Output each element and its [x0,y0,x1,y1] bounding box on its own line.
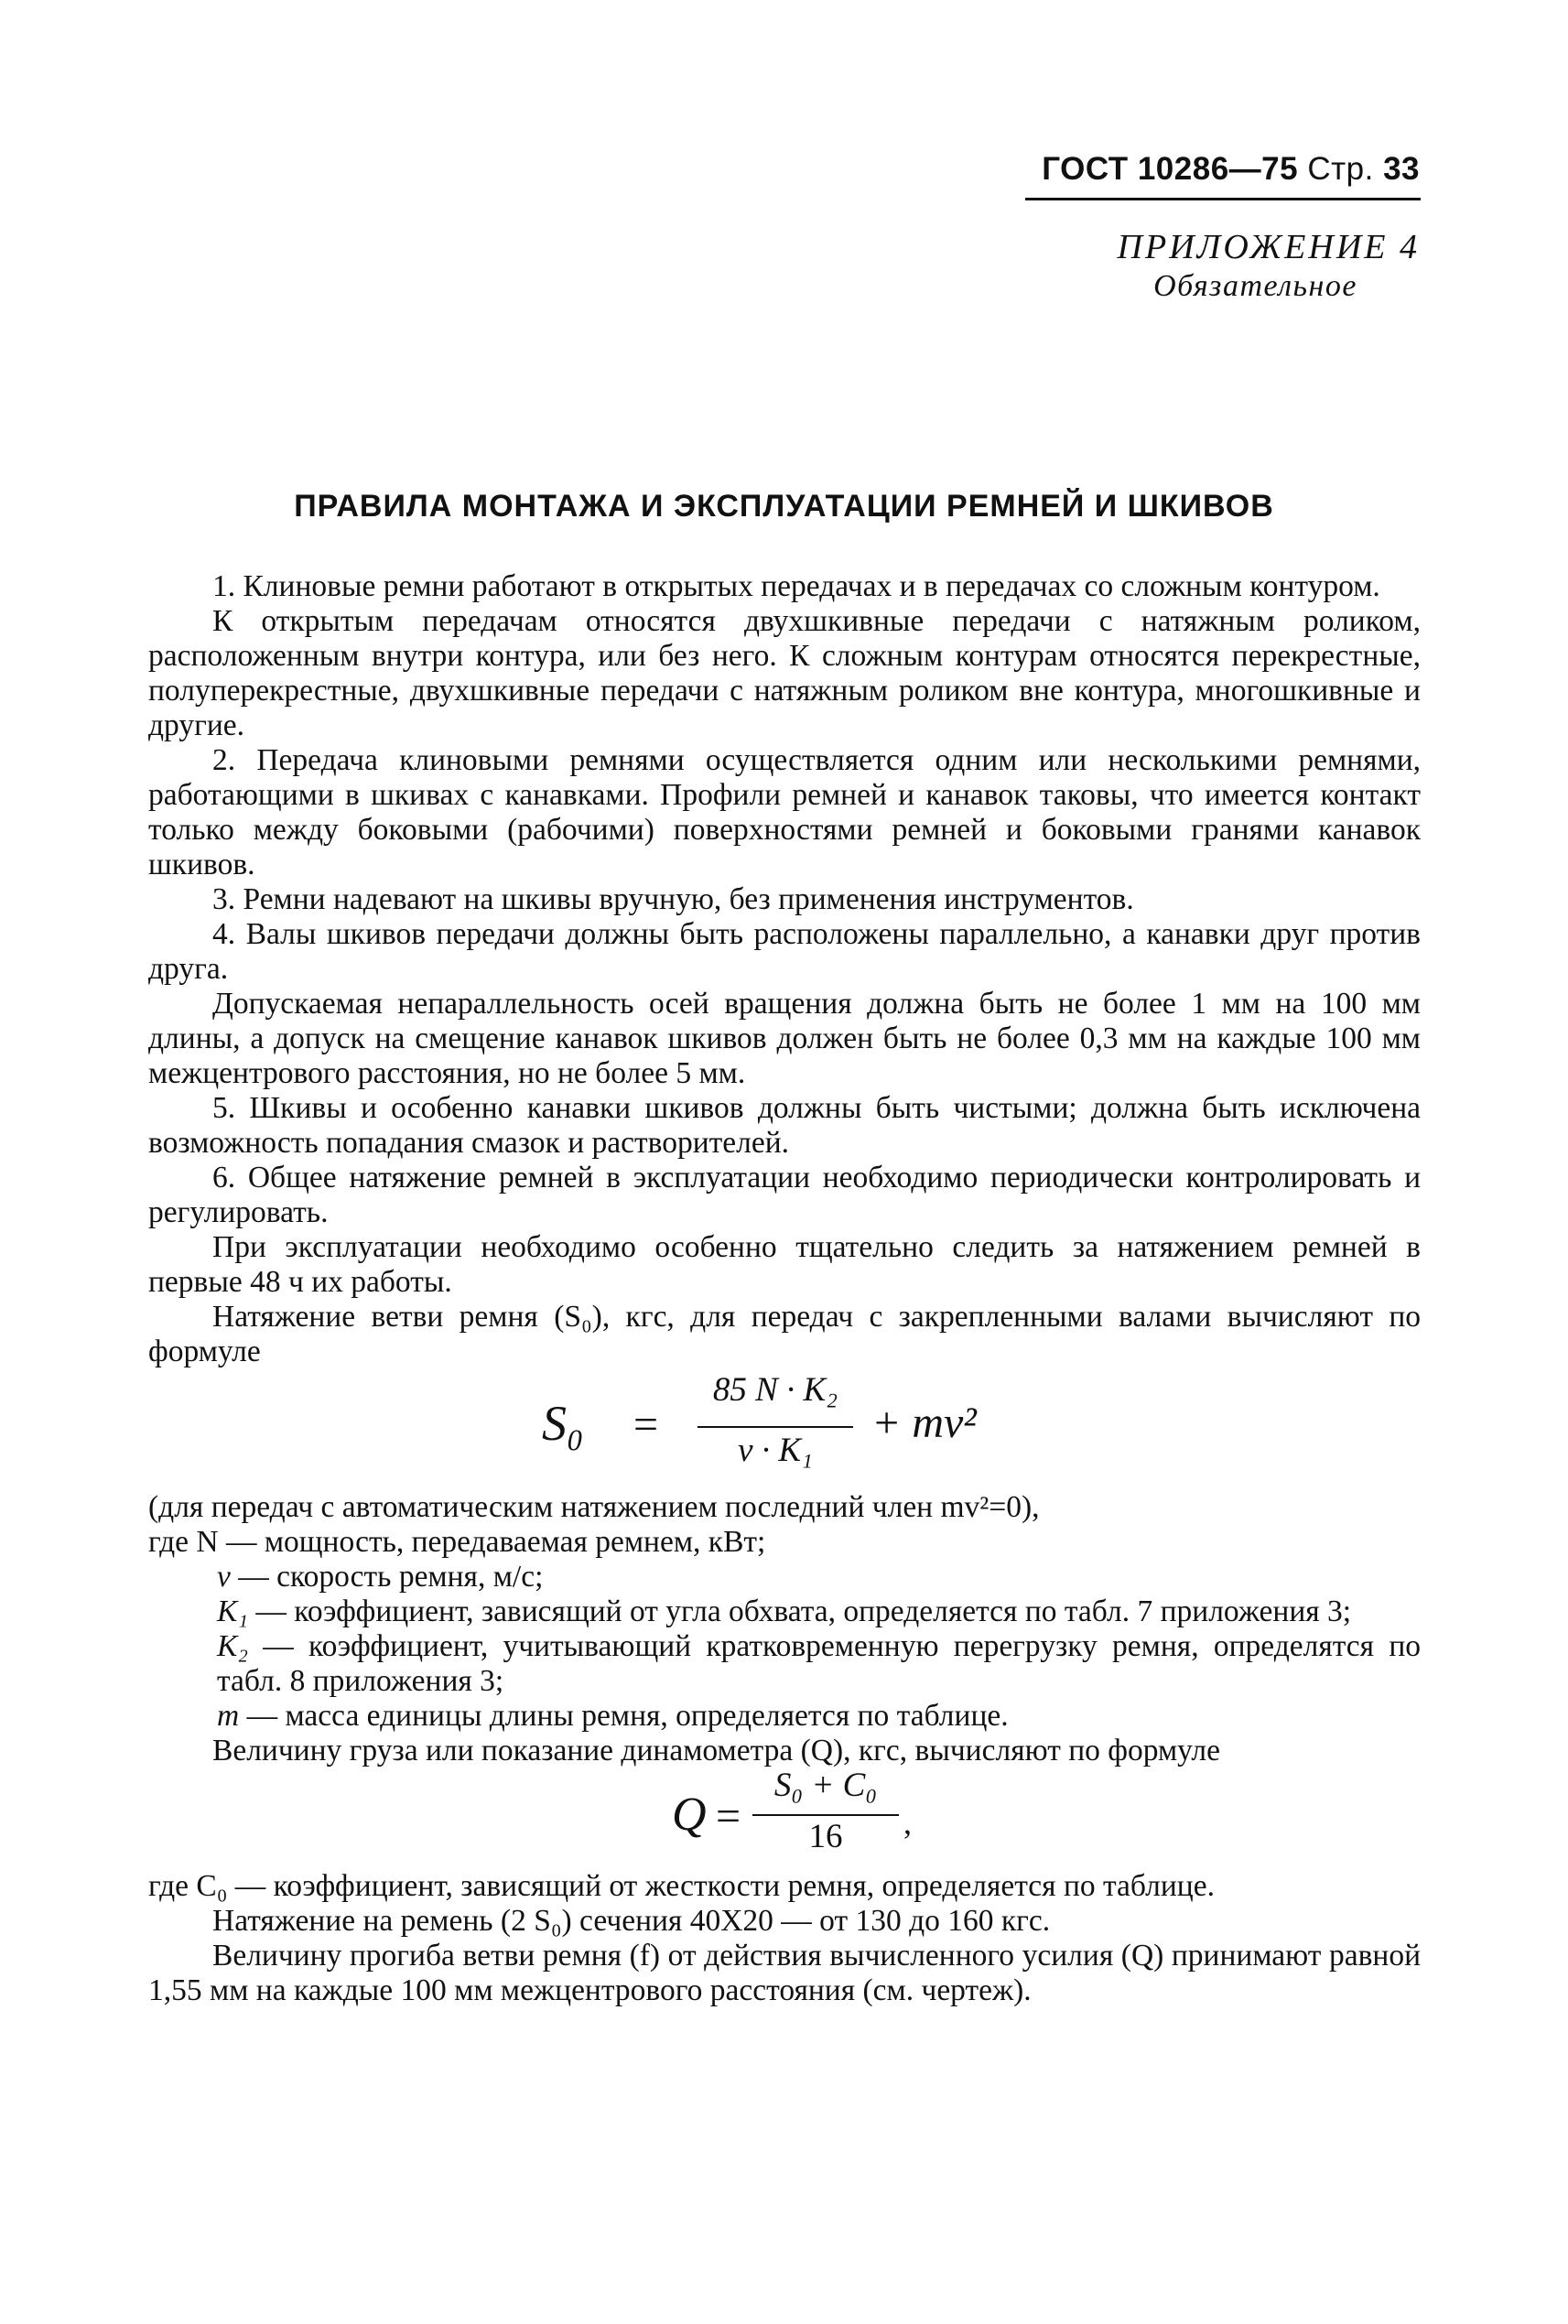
paragraph: 4. Валы шкивов передачи должны быть расположены параллельно, а канавки друг против друга. [148,917,1421,986]
formula-numerator: 85 N · K₂ [712,1371,838,1409]
body-text [148,569,1421,2008]
formula-comma: , [903,1804,912,1841]
paragraph: 5. Шкивы и особенно канавки шкивов должны быть чистыми; должна быть исключена возможность попадания смазок и растворителей. [148,1091,1421,1160]
paragraph: 2. Передача клиновыми ремнями осуществляется одним или несколькими ремнями, работающими в шкивах с канавками. Профили ремней и канавок таковы, что имеется контакт только между боковыми (рабочими) поверхностями ремней и боковыми гранями канавок шкивов. [148,743,1421,881]
paragraph: Натяжение ветви ремня (S₀), кгс, для передач с закрепленными валами вычисляют по формуле [148,1300,1421,1368]
definition-item [148,1629,1421,1699]
paragraph: 1. Клиновые ремни работают в открытых передачах и в передачах со сложным контуром. [212,569,1380,603]
definition-symbol: K₁ [217,1594,248,1628]
paragraph: 6. Общее натяжение ремней в эксплуатации необходимо периодически контролировать и регулировать. [148,1161,1421,1229]
definition-text: — скорость ремня, м/с; [230,1560,544,1594]
definition-text: — мощность, передаваемая ремнем, кВт; [218,1525,766,1559]
page-word: Стр. [1307,151,1374,187]
paragraph: Допускаемая непараллельность осей вращения должна быть не более 1 мм на 100 мм длины, а допуск на смещение канавок шкивов должен быть не более 0,3 мм на каждые 100 мм межцентрового расстояния, но не более 5 мм. [148,987,1421,1090]
appendix-label: ПРИЛОЖЕНИЕ 4 [1117,228,1420,266]
definition-item [148,1699,1421,1734]
definition-item [148,1560,1421,1594]
paragraph: Величину прогиба ветви ремня (f) от действия вычисленного усилия (Q) принимают равной 1,55 мм на каждые 100 мм межцентрового расстояния (см. чертеж). [148,1939,1421,2007]
definition-item [148,1525,1421,1560]
definition-symbol: v [217,1560,231,1594]
paragraph: где C₀ — коэффициент, зависящий от жесткости ремня, определяется по таблице. [148,1869,1215,1903]
fraction-bar [752,1814,899,1816]
formula-numerator: S₀ + C₀ [773,1767,878,1804]
page-number: 33 [1383,151,1420,187]
document-title: ПРАВИЛА МОНТАЖА И ЭКСПЛУАТАЦИИ РЕМНЕЙ И ШКИВОВ [294,489,1274,524]
paragraph: (для передач с автоматическим натяжением последний член mv²=0), [148,1490,1040,1524]
paragraph: Величину груза или показание динамометра (Q), кгс, вычисляют по формуле [212,1734,1221,1767]
formula-lhs: Q [672,1789,707,1841]
paragraph: К открытым передачам относятся двухшкивные передачи с натяжным роликом, расположенным внутри контура, или без него. К сложным контурам относятся перекрестные, полуперекрестные, двухшкивные передачи с натяжным роликом вне контура, многошкивные и другие. [148,604,1421,742]
standard-number: ГОСТ 10286—75 [1042,151,1299,187]
page-header [1042,151,1420,188]
formula-equals: = [716,1792,741,1841]
appendix-status: Обязательное [1153,269,1357,303]
definition-text: — коэффициент, учитывающий кратковременную перегрузку ремня, определятся по табл. 8 приложения 3; [217,1629,1421,1698]
fraction-bar [697,1426,853,1428]
formula-equals: = [633,1400,659,1449]
formula-denominator: v · K₁ [738,1432,813,1469]
definition-symbol: K₂ [217,1629,248,1663]
paragraph: 3. Ремни надевают на шкивы вручную, без применения инструментов. [212,882,1134,916]
definition-text: — коэффициент, зависящий от угла обхвата, определяется по табл. 7 приложения 3; [248,1594,1352,1628]
paragraph: При эксплуатации необходимо особенно тщательно следить за натяжением ремней в первые 48 ч их работы. [148,1230,1421,1299]
formula-lhs: S₀ [542,1396,584,1451]
header-rule [1025,198,1421,200]
paragraph: Натяжение на ремень (2 S₀) сечения 40X20 — от 130 до 160 кгс. [212,1904,1051,1938]
definition-symbol: где N [148,1525,219,1559]
tension-formula [148,1369,1421,1490]
symbol-definitions [148,1525,1421,1734]
definition-symbol: m [217,1699,240,1733]
formula-rhs: + mv² [871,1399,977,1447]
definition-text: — масса единицы длины ремня, определяется по таблице. [239,1699,1009,1733]
formula-denominator: 16 [808,1818,843,1855]
load-formula [148,1768,1421,1869]
definition-item [148,1594,1421,1629]
